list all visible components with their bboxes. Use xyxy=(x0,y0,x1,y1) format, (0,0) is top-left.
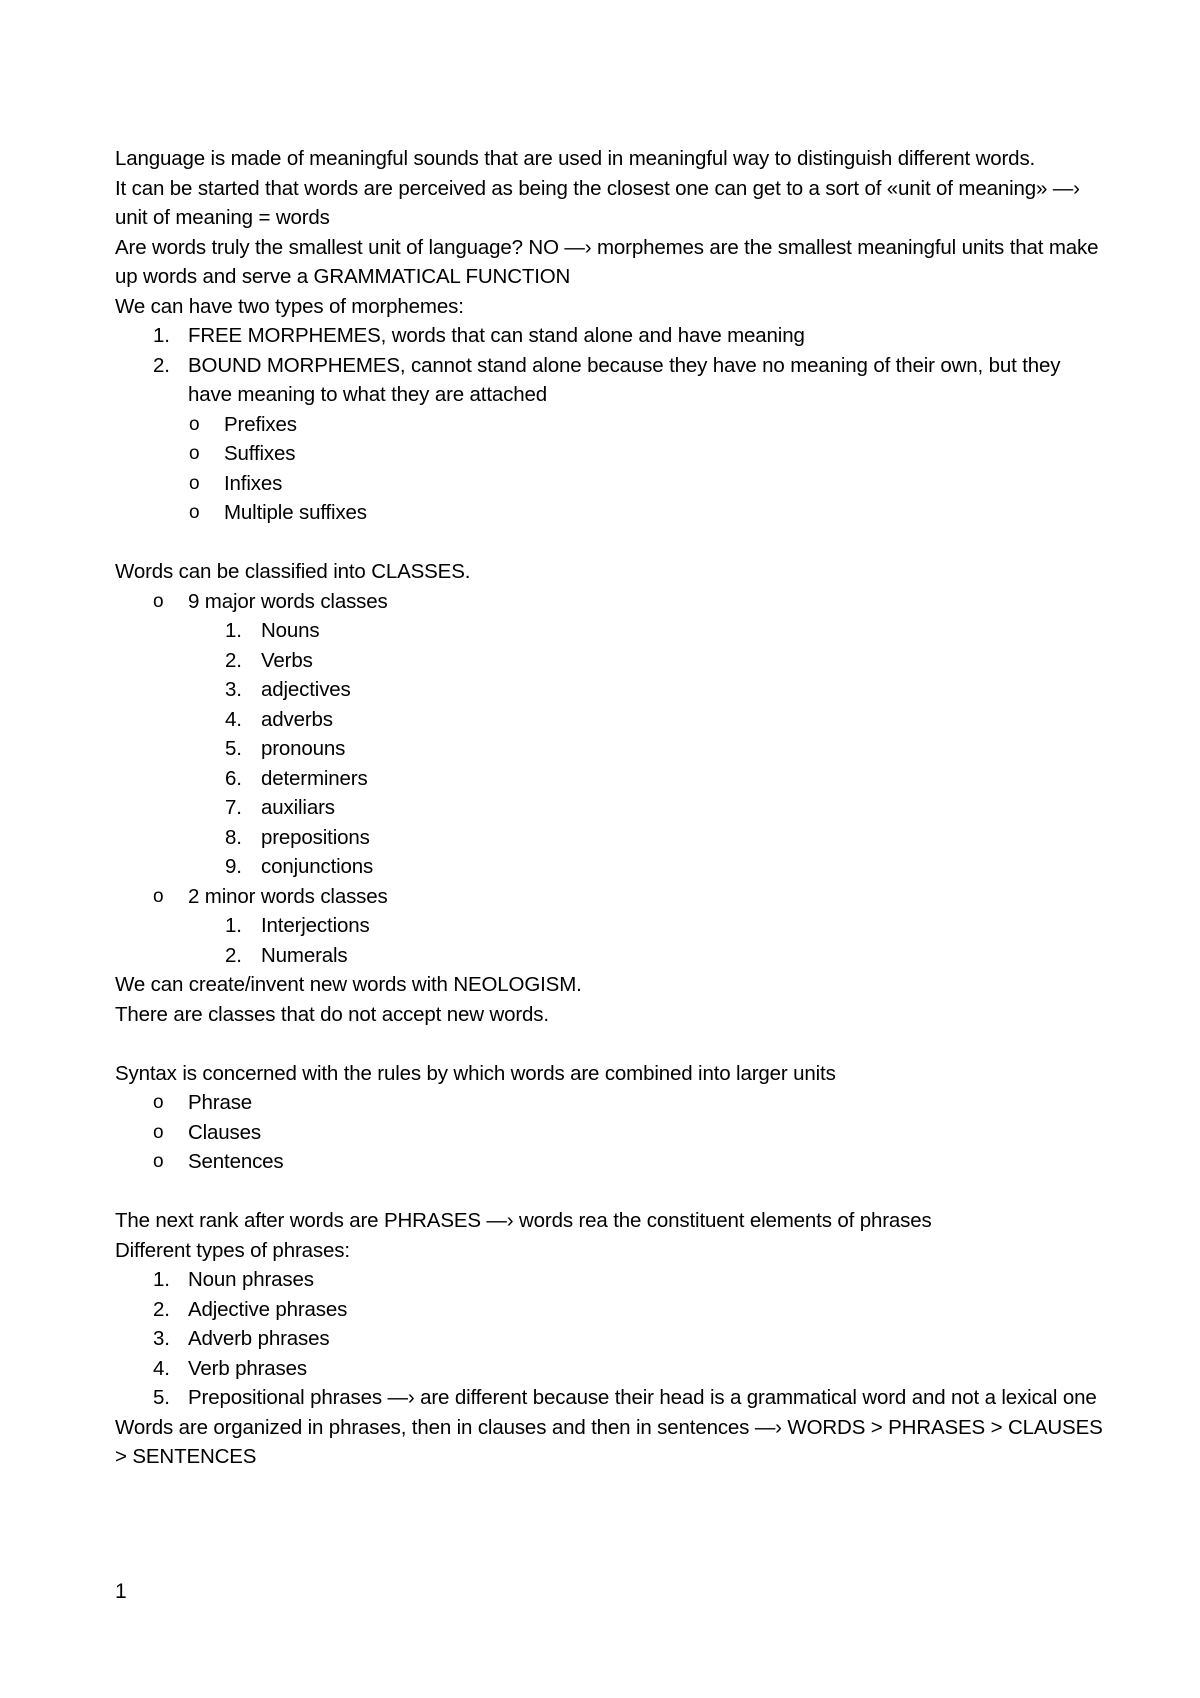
list-number: 7. xyxy=(225,796,242,819)
syntax-units-list xyxy=(115,1088,1105,1177)
list-item-text: Prefixes xyxy=(224,412,297,436)
minor-classes-list xyxy=(115,911,1105,970)
list-item xyxy=(115,705,1105,735)
list-item xyxy=(115,1295,1105,1325)
list-item xyxy=(115,941,1105,971)
list-item-text: auxiliars xyxy=(261,796,335,819)
list-number: 1. xyxy=(225,619,242,642)
page-number: 1 xyxy=(115,1580,127,1603)
list-item-text: prepositions xyxy=(261,825,370,849)
word-classes-list xyxy=(115,587,1105,617)
list-item xyxy=(115,823,1105,853)
list-item-text: determiners xyxy=(261,766,368,790)
phrase-types-list xyxy=(115,1265,1105,1413)
phrases-intro: The next rank after words are PHRASES —› words rea the constituent elements of phrases xyxy=(115,1209,932,1232)
bullet-icon: o xyxy=(153,590,164,612)
list-item-text: Suffixes xyxy=(224,442,296,465)
list-item-text: pronouns xyxy=(261,737,346,760)
intro-paragraph: Language is made of meaningful sounds that are used in meaningful way to distinguish different words. xyxy=(115,147,1036,170)
list-item-text: Adjective phrases xyxy=(188,1297,348,1321)
bullet-icon: o xyxy=(153,1121,164,1143)
syntax-intro: Syntax is concerned with the rules by which words are combined into larger units xyxy=(115,1061,836,1085)
list-number: 9. xyxy=(225,855,242,878)
list-item xyxy=(115,852,1105,882)
list-item-text: Numerals xyxy=(261,943,348,967)
blank-line xyxy=(115,528,1105,558)
bullet-icon: o xyxy=(153,1151,164,1172)
list-item xyxy=(115,616,1105,646)
list-item-text: Adverb phrases xyxy=(188,1327,330,1350)
list-item-text: adjectives xyxy=(261,678,351,701)
bound-morpheme-kinds-list xyxy=(115,410,1105,528)
document-body xyxy=(115,144,1105,1472)
list-item-text: Multiple suffixes xyxy=(224,501,367,524)
list-item-text: Noun phrases xyxy=(188,1268,314,1291)
intro-paragraph: It can be started that words are perceived as being the closest one can get to a sort of «unit of meaning» —› unit of meaning = words xyxy=(115,176,1080,229)
list-item-text: Clauses xyxy=(188,1120,262,1144)
list-item-text: Infixes xyxy=(224,471,283,495)
minor-heading-list xyxy=(115,882,1105,912)
list-number: 6. xyxy=(225,766,242,790)
list-number: 8. xyxy=(225,825,242,849)
list-item-text: conjunctions xyxy=(261,855,374,878)
list-item xyxy=(115,410,1105,440)
list-number: 1. xyxy=(225,914,242,937)
list-number: 1. xyxy=(153,324,170,347)
list-item xyxy=(115,911,1105,941)
list-item xyxy=(115,1088,1105,1118)
list-item-text: Interjections xyxy=(261,914,370,937)
list-item xyxy=(115,646,1105,676)
list-item-text: BOUND MORPHEMES, cannot stand alone because they have no meaning of their own, but they have meaning to what they are attached xyxy=(188,353,1061,406)
list-number: 3. xyxy=(153,1327,170,1350)
list-item-text: Verb phrases xyxy=(188,1356,307,1380)
list-item xyxy=(115,1354,1105,1384)
phrase-types-intro: Different types of phrases: xyxy=(115,1238,350,1262)
list-item xyxy=(115,469,1105,499)
list-item xyxy=(115,1265,1105,1295)
bullet-icon: o xyxy=(153,885,164,907)
list-item-text: 2 minor words classes xyxy=(188,884,388,908)
list-number: 2. xyxy=(225,943,242,967)
list-item xyxy=(115,1118,1105,1148)
intro-paragraph: Are words truly the smallest unit of language? NO —› morphemes are the smallest meaningful units that make up words and serve a GRAMMATICAL FUNCTION xyxy=(115,235,1099,288)
list-number: 2. xyxy=(153,1297,170,1321)
classes-intro: Words can be classified into CLASSES. xyxy=(115,560,471,583)
intro-paragraph: We can have two types of morphemes: xyxy=(115,294,464,318)
morpheme-types-list xyxy=(115,321,1105,410)
list-item-text: adverbs xyxy=(261,707,333,731)
list-item xyxy=(115,734,1105,764)
list-item xyxy=(115,498,1105,528)
list-number: 1. xyxy=(153,1268,170,1291)
list-item xyxy=(115,321,1105,351)
major-classes-list xyxy=(115,616,1105,882)
hierarchy-paragraph: Words are organized in phrases, then in clauses and then in sentences —› WORDS > PHRASES > CLAUSES > SENTENCES xyxy=(115,1415,1103,1468)
list-item-text: Verbs xyxy=(261,648,313,672)
list-item-text: Prepositional phrases —› are different because their head is a grammatical word and not a lexical one xyxy=(188,1386,1097,1409)
blank-line xyxy=(115,1029,1105,1059)
closed-classes-paragraph: There are classes that do not accept new words. xyxy=(115,1002,549,1026)
bullet-icon: o xyxy=(189,502,200,523)
list-item-text: Phrase xyxy=(188,1091,253,1114)
list-item xyxy=(115,351,1105,410)
list-item xyxy=(115,882,1105,912)
list-item xyxy=(115,1383,1105,1413)
list-number: 3. xyxy=(225,678,242,701)
list-item xyxy=(115,587,1105,617)
list-item-text: Nouns xyxy=(261,619,320,642)
bullet-icon: o xyxy=(189,472,200,494)
list-number: 4. xyxy=(153,1356,170,1380)
list-item-text: 9 major words classes xyxy=(188,589,388,613)
list-item xyxy=(115,675,1105,705)
list-item xyxy=(115,764,1105,794)
neologism-paragraph: We can create/invent new words with NEOLOGISM. xyxy=(115,973,582,996)
list-item xyxy=(115,793,1105,823)
list-item xyxy=(115,1324,1105,1354)
bullet-icon: o xyxy=(153,1092,164,1113)
list-item xyxy=(115,439,1105,469)
bullet-icon: o xyxy=(189,443,200,464)
list-number: 5. xyxy=(153,1386,170,1409)
list-number: 2. xyxy=(225,648,242,672)
list-item xyxy=(115,1147,1105,1177)
bullet-icon: o xyxy=(189,413,200,435)
list-number: 2. xyxy=(153,353,170,377)
list-number: 4. xyxy=(225,707,242,731)
list-number: 5. xyxy=(225,737,242,760)
blank-line xyxy=(115,1177,1105,1207)
list-item-text: FREE MORPHEMES, words that can stand alone and have meaning xyxy=(188,324,805,347)
list-item-text: Sentences xyxy=(188,1150,284,1173)
